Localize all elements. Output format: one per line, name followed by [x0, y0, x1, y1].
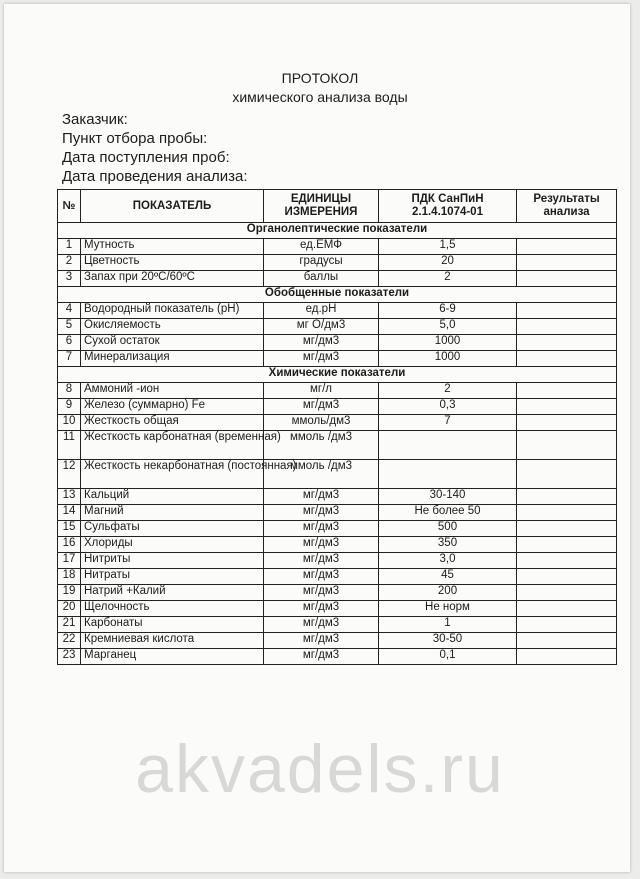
indicator-name: Мутность: [81, 239, 264, 255]
row-number: 10: [58, 415, 81, 431]
result-cell: [517, 521, 617, 537]
table-row: [58, 271, 617, 287]
result-cell: [517, 505, 617, 521]
unit-value: мг/дм3: [264, 569, 379, 585]
indicator-name: Натрий +Калий: [81, 585, 264, 601]
result-cell: [517, 399, 617, 415]
section-title: Химические показатели: [58, 367, 617, 383]
table-row: [58, 460, 617, 489]
result-cell: [517, 617, 617, 633]
pdk-value: 5,0: [379, 319, 517, 335]
table-row: [58, 617, 617, 633]
indicator-name: Магний: [81, 505, 264, 521]
indicator-name: Кремниевая кислота: [81, 633, 264, 649]
row-number: 15: [58, 521, 81, 537]
result-cell: [517, 335, 617, 351]
indicator-name: Окисляемость: [81, 319, 264, 335]
unit-value: мг/дм3: [264, 601, 379, 617]
row-number: 14: [58, 505, 81, 521]
table-row: [58, 335, 617, 351]
result-cell: [517, 415, 617, 431]
header-pdk: ПДК СанПиН 2.1.4.1074-01: [379, 190, 517, 223]
row-number: 18: [58, 569, 81, 585]
row-number: 8: [58, 383, 81, 399]
unit-value: мг О/дм3: [264, 319, 379, 335]
unit-value: баллы: [264, 271, 379, 287]
result-cell: [517, 569, 617, 585]
watermark: akvadels.ru: [135, 731, 505, 807]
unit-value: мг/дм3: [264, 335, 379, 351]
table-row: [58, 505, 617, 521]
indicator-name: Жесткость карбонатная (временная): [81, 431, 264, 460]
pdk-value: 3,0: [379, 553, 517, 569]
indicator-name: Цветность: [81, 255, 264, 271]
header-indicator: ПОКАЗАТЕЛЬ: [81, 190, 264, 223]
row-number: 2: [58, 255, 81, 271]
pdk-value: 45: [379, 569, 517, 585]
indicator-name: Марганец: [81, 649, 264, 665]
indicator-name: Нитриты: [81, 553, 264, 569]
pdk-value: 1000: [379, 351, 517, 367]
pdk-value: 2: [379, 271, 517, 287]
table-row: [58, 351, 617, 367]
field-sampling-point: Пункт отбора пробы:: [62, 130, 208, 147]
row-number: 9: [58, 399, 81, 415]
row-number: 20: [58, 601, 81, 617]
indicator-name: Аммоний -ион: [81, 383, 264, 399]
header-results: Результаты анализа: [517, 190, 617, 223]
indicator-name: Сульфаты: [81, 521, 264, 537]
pdk-value: 200: [379, 585, 517, 601]
unit-value: мг/л: [264, 383, 379, 399]
result-cell: [517, 239, 617, 255]
pdk-value: Не норм: [379, 601, 517, 617]
pdk-value: 2: [379, 383, 517, 399]
unit-value: мг/дм3: [264, 553, 379, 569]
pdk-value: 7: [379, 415, 517, 431]
unit-value: ммоль /дм3: [264, 431, 379, 460]
table-row: [58, 633, 617, 649]
unit-value: мг/дм3: [264, 505, 379, 521]
unit-value: мг/дм3: [264, 351, 379, 367]
indicator-name: Кальций: [81, 489, 264, 505]
field-receipt-date: Дата поступления проб:: [62, 149, 230, 166]
unit-value: мг/дм3: [264, 585, 379, 601]
result-cell: [517, 633, 617, 649]
table-row: [58, 537, 617, 553]
table-row: [58, 239, 617, 255]
pdk-value: 1,5: [379, 239, 517, 255]
indicator-name: Железо (суммарно) Fe: [81, 399, 264, 415]
section-title: Органолептические показатели: [58, 223, 617, 239]
pdk-value: [379, 431, 517, 460]
indicator-name: Сухой остаток: [81, 335, 264, 351]
result-cell: [517, 383, 617, 399]
section-title: Обобщенные показатели: [58, 287, 617, 303]
row-number: 19: [58, 585, 81, 601]
row-number: 1: [58, 239, 81, 255]
row-number: 5: [58, 319, 81, 335]
result-cell: [517, 255, 617, 271]
row-number: 7: [58, 351, 81, 367]
table-row: [58, 319, 617, 335]
unit-value: мг/дм3: [264, 489, 379, 505]
pdk-value: 1: [379, 617, 517, 633]
unit-value: градусы: [264, 255, 379, 271]
pdk-value: 20: [379, 255, 517, 271]
table-row: [58, 553, 617, 569]
result-cell: [517, 585, 617, 601]
result-cell: [517, 351, 617, 367]
header-fields: [62, 110, 248, 186]
pdk-value: 1000: [379, 335, 517, 351]
analysis-table: [57, 189, 617, 665]
result-cell: [517, 319, 617, 335]
table-row: [58, 569, 617, 585]
pdk-value: 6-9: [379, 303, 517, 319]
indicator-name: Жесткость общая: [81, 415, 264, 431]
pdk-value: 0,1: [379, 649, 517, 665]
result-cell: [517, 537, 617, 553]
header-num: №: [58, 190, 81, 223]
unit-value: ед.рН: [264, 303, 379, 319]
row-number: 12: [58, 460, 81, 489]
row-number: 17: [58, 553, 81, 569]
row-number: 3: [58, 271, 81, 287]
row-number: 6: [58, 335, 81, 351]
table-row: [58, 649, 617, 665]
result-cell: [517, 271, 617, 287]
unit-value: мг/дм3: [264, 537, 379, 553]
section-row: [58, 287, 617, 303]
unit-value: мг/дм3: [264, 617, 379, 633]
row-number: 16: [58, 537, 81, 553]
table-row: [58, 415, 617, 431]
row-number: 21: [58, 617, 81, 633]
unit-value: ммоль/дм3: [264, 415, 379, 431]
row-number: 23: [58, 649, 81, 665]
result-cell: [517, 460, 617, 489]
unit-value: ммоль /дм3: [264, 460, 379, 489]
table-row: [58, 521, 617, 537]
unit-value: мг/дм3: [264, 399, 379, 415]
section-row: [58, 223, 617, 239]
indicator-name: Нитраты: [81, 569, 264, 585]
table-row: [58, 585, 617, 601]
document-subtitle: химического анализа воды: [232, 89, 408, 105]
section-row: [58, 367, 617, 383]
pdk-value: 30-50: [379, 633, 517, 649]
table-header-row: [58, 190, 617, 223]
pdk-value: Не более 50: [379, 505, 517, 521]
pdk-value: [379, 460, 517, 489]
indicator-name: Карбонаты: [81, 617, 264, 633]
table-row: [58, 383, 617, 399]
indicator-name: Запах при 20ºС/60ºС: [81, 271, 264, 287]
field-analysis-date: Дата проведения анализа:: [62, 168, 248, 185]
table-row: [58, 601, 617, 617]
result-cell: [517, 601, 617, 617]
indicator-name: Минерализация: [81, 351, 264, 367]
table-row: [58, 255, 617, 271]
unit-value: мг/дм3: [264, 521, 379, 537]
pdk-value: 350: [379, 537, 517, 553]
indicator-name: Водородный показатель (рН): [81, 303, 264, 319]
header-units: ЕДИНИЦЫ ИЗМЕРЕНИЯ: [264, 190, 379, 223]
document-title: ПРОТОКОЛ: [281, 70, 359, 86]
result-cell: [517, 553, 617, 569]
pdk-value: 30-140: [379, 489, 517, 505]
unit-value: ед.ЕМФ: [264, 239, 379, 255]
row-number: 4: [58, 303, 81, 319]
result-cell: [517, 649, 617, 665]
unit-value: мг/дм3: [264, 649, 379, 665]
field-customer: Заказчик:: [62, 111, 128, 128]
pdk-value: 0,3: [379, 399, 517, 415]
table-row: [58, 431, 617, 460]
table-row: [58, 303, 617, 319]
result-cell: [517, 431, 617, 460]
result-cell: [517, 489, 617, 505]
indicator-name: Жесткость некарбонатная (постоянная): [81, 460, 264, 489]
table-row: [58, 489, 617, 505]
indicator-name: Щелочность: [81, 601, 264, 617]
table-row: [58, 399, 617, 415]
result-cell: [517, 303, 617, 319]
row-number: 22: [58, 633, 81, 649]
indicator-name: Хлориды: [81, 537, 264, 553]
row-number: 11: [58, 431, 81, 460]
row-number: 13: [58, 489, 81, 505]
pdk-value: 500: [379, 521, 517, 537]
unit-value: мг/дм3: [264, 633, 379, 649]
